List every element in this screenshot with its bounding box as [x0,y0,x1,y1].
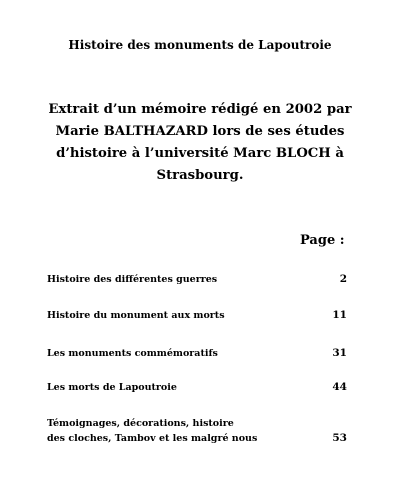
toc-entry-label [47,346,297,361]
intro-line: Marie BALTHAZARD lors de ses études [55,124,345,139]
toc-entry-label-line: Histoire des différentes guerres [47,274,218,285]
toc-entry-label-line: Les monuments commémoratifs [47,348,218,359]
toc-entry-label [47,416,297,446]
intro-line: Strasbourg. [156,168,244,183]
toc-entry-page: 53 [332,432,347,444]
toc-entry [47,380,347,395]
toc-entry [47,416,347,446]
toc-entry-label [47,380,297,395]
document-title: Histoire des monuments de Lapoutroie [68,38,332,52]
toc-entry-label-line: Témoignages, décorations, histoire [47,418,234,429]
toc-entry [47,308,347,323]
toc-entry-page: 11 [332,309,347,321]
toc-entry-label [47,272,297,287]
toc-entry [47,346,347,361]
toc-entry [47,272,347,287]
toc-entry-label-line: Les morts de Lapoutroie [47,382,177,393]
toc-entry-page: 2 [339,273,347,285]
intro-paragraph [40,99,360,187]
toc-entry-label-line: des cloches, Tambov et les malgré nous [47,433,258,444]
toc-entry-label-line: Histoire du monument aux morts [47,310,225,321]
toc-entry-page: 44 [332,381,347,393]
page-column-header: Page : [300,233,345,248]
intro-line: Extrait d’un mémoire rédigé en 2002 par [48,102,352,117]
toc-entry-label [47,308,297,323]
intro-line: d’histoire à l’université Marc BLOCH à [56,146,344,161]
toc-entry-page: 31 [332,347,347,359]
